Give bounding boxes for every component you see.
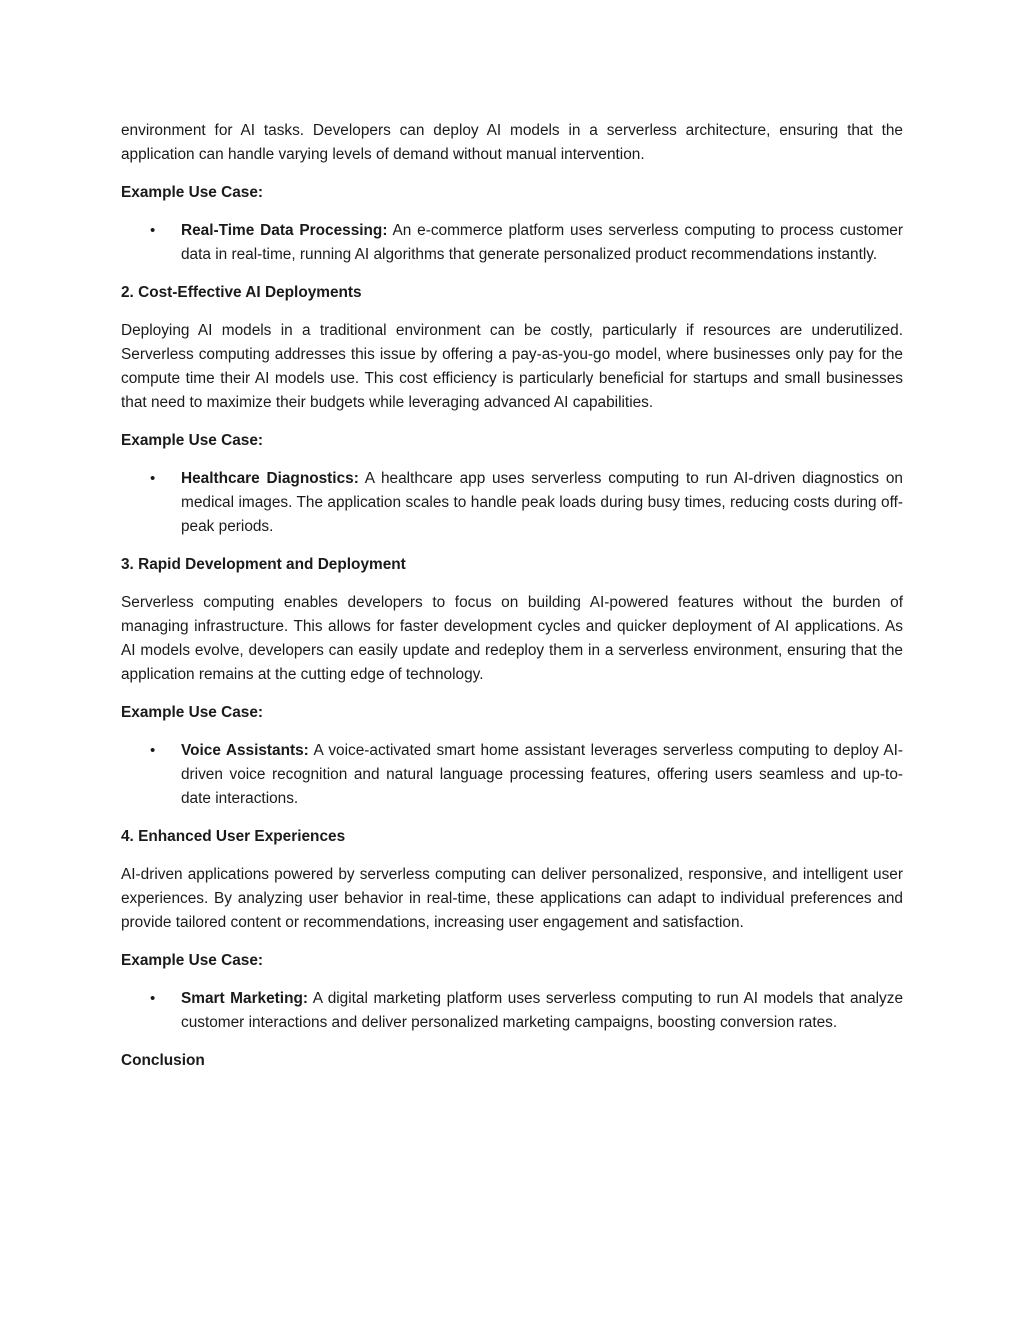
section-paragraph-cost-effective: Deploying AI models in a traditional environment can be costly, particularly if resources are underutilized. Serverless computing addresses this issue by offering a pay-as-you-go model, where businesses only pay for the compute time their AI models use. This cost efficiency is particularly beneficial for startups and small businesses that need to maximize their budgets while leveraging advanced AI capabilities. bbox=[121, 321, 903, 412]
conclusion-heading: Conclusion bbox=[121, 1052, 205, 1069]
bullet-icon: • bbox=[150, 742, 156, 759]
bullet-item-healthcare-diagnostics bbox=[121, 467, 903, 540]
bullet-body: A voice-activated smart home assistant leverages serverless computing to deploy AI-driven voice recognition and natural language processing features, offering users seamless and up-to-date interactions. bbox=[181, 742, 903, 808]
section-heading-cost-effective: 2. Cost-Effective AI Deployments bbox=[121, 283, 362, 301]
example-use-case-label: Example Use Case: bbox=[121, 432, 264, 449]
section-heading-enhanced-user-experiences: 4. Enhanced User Experiences bbox=[121, 828, 346, 846]
bullet-item-smart-marketing bbox=[121, 987, 903, 1035]
bullet-title: Voice Assistants: bbox=[181, 742, 309, 759]
bullet-item-real-time-data-processing bbox=[121, 219, 903, 267]
section-heading-rapid-development: 3. Rapid Development and Deployment bbox=[121, 556, 406, 573]
section-paragraph-rapid-development: Serverless computing enables developers to focus on building AI-powered features without the burden of managing infrastructure. This allows for faster development cycles and quicker deployment of AI applications. As AI models evolve, developers can easily update and redeploy them in a serverless environment, ensuring that the application remains at the cutting edge of technology. bbox=[121, 593, 903, 684]
intro-paragraph: environment for AI tasks. Developers can deploy AI models in a serverless architecture, ensuring that the application can handle varying levels of demand without manual intervention. bbox=[121, 122, 903, 164]
bullet-body: A digital marketing platform uses serverless computing to run AI models that analyze customer interactions and deliver personalized marketing campaigns, boosting conversion rates. bbox=[181, 990, 904, 1032]
bullet-title: Healthcare Diagnostics: bbox=[181, 469, 359, 487]
example-use-case-label: Example Use Case: bbox=[121, 952, 264, 970]
bullet-text bbox=[181, 987, 903, 1035]
bullet-body: A healthcare app uses serverless computing to run AI-driven diagnostics on medical images. The application scales to handle peak loads during busy times, reducing costs during off-peak periods. bbox=[181, 469, 903, 536]
example-use-case-label: Example Use Case: bbox=[121, 184, 264, 201]
bullet-title: Real-Time Data Processing: bbox=[181, 221, 388, 239]
bullet-title: Smart Marketing: bbox=[181, 990, 309, 1007]
document-page bbox=[121, 119, 903, 1087]
example-use-case-label: Example Use Case: bbox=[121, 704, 264, 722]
bullet-text bbox=[181, 467, 903, 540]
bullet-icon: • bbox=[150, 990, 156, 1007]
bullet-item-voice-assistants bbox=[121, 739, 903, 812]
bullet-body: An e-commerce platform uses serverless computing to process customer data in real-time, running AI algorithms that generate personalized product recommendations instantly. bbox=[181, 221, 903, 263]
bullet-icon: • bbox=[150, 221, 156, 239]
bullet-icon: • bbox=[150, 469, 156, 487]
bullet-text bbox=[181, 739, 903, 812]
bullet-text bbox=[181, 219, 903, 267]
section-paragraph-enhanced-user-experiences: AI-driven applications powered by serverless computing can deliver personalized, responsive, and intelligent user experiences. By analyzing user behavior in real-time, these applications can adapt to individual preferences and provide tailored content or recommendations, increasing user engagement and satisfaction. bbox=[121, 866, 903, 932]
